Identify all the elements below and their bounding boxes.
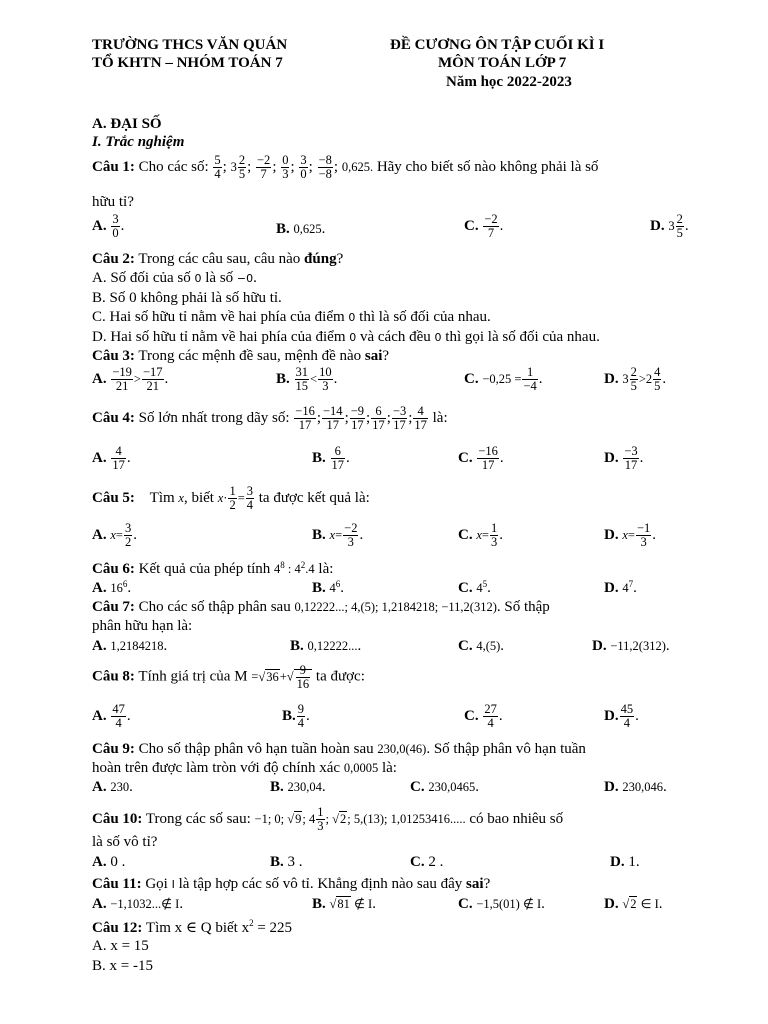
q4-option-d[interactable]: D. $\frac{-3}{17}$ . [604,444,644,473]
q1-option-a[interactable]: A. $\frac{3}{0}$ . [92,212,125,241]
q9-line2: hoàn trên được làm tròn với độ chính xác 0,0005 là: [92,760,397,776]
q9-option-c[interactable]: C. 230,0465. [410,779,479,795]
q3-option-d[interactable]: D. 3 $\frac{2}{5}$ >2 $\frac{4}{5}$ . [604,365,667,394]
question-3: Câu 3: Trong các mệnh đề sau, mệnh đề nào sai? [92,348,390,364]
section-i: I. Trắc nghiệm [92,134,185,150]
q6-option-c[interactable]: C. $4^5$. [458,579,491,597]
question-11: Câu 11: Gọi I là tập hợp các số vô tỉ. Khẳng định nào sau đây sai? [92,876,491,892]
q5-option-b[interactable]: B. x= $\frac{-2}{3}$ . [312,521,364,550]
q11-option-d[interactable]: D. √2 ∈ I. [604,896,663,912]
q1-option-b[interactable]: B. 0,625. [276,221,326,237]
q1-label: Câu 1: [92,159,135,176]
q1-option-c[interactable]: C. $\frac{-2}{7}$ . [464,212,504,241]
q12-option-a[interactable]: A. x = 15 [92,938,149,954]
q5-option-c[interactable]: C. x= $\frac{1}{3}$ . [458,521,503,550]
q4-option-a[interactable]: A. $\frac{4}{17}$ . [92,444,131,473]
q8-option-b[interactable]: B. $\frac{9}{4}$ . [282,702,310,731]
q7-option-c[interactable]: C. 4,(5). [458,638,505,654]
question-9: Câu 9: Cho số thập phân vô hạn tuần hoàn sau 230,0(46). Số thập phân vô hạn tuần [92,741,586,757]
q7-option-d[interactable]: D. −11,2(312). [592,638,670,654]
q10-option-d[interactable]: D. 1. [610,854,640,870]
q7-line2: phân hữu hạn là: [92,618,193,634]
q5-option-d[interactable]: D. x= $\frac{-1}{3}$ . [604,521,657,550]
school-name: TRƯỜNG THCS VĂN QUÁN [92,37,288,53]
q1-text: Cho các số: [138,159,209,176]
question-5: Câu 5: Tìm x, biết x· $\frac{1}{2}$ = $\frac{3}{4}$ ta được kết quả là: [92,484,370,513]
q6-option-d[interactable]: D. $4^7$. [604,579,637,597]
q4-option-c[interactable]: C. $\frac{-16}{17}$ . [458,444,504,473]
q2-option-c[interactable]: C. Hai số hữu tỉ nằm về hai phía của điểm 0 thì là số đối của nhau. [92,309,491,325]
q7-option-a[interactable]: A. 1,2184218. [92,638,168,654]
question-2: Câu 2: Trong các câu sau, câu nào đúng? [92,251,344,267]
q8-option-d[interactable]: D. $\frac{45}{4}$ . [604,702,639,731]
q8-option-c[interactable]: C. $\frac{27}{4}$ . [464,702,503,731]
school-year: Năm học 2022-2023 [446,74,572,90]
q3-option-c[interactable]: C. −0,25 = $\frac{1}{-4}$ . [464,365,543,394]
q1-line2: hữu tỉ? [92,194,134,210]
q11-option-c[interactable]: C. −1,5(01) ∉ I. [458,896,545,912]
question-4: Câu 4: Số lớn nhất trong dãy số: $\frac{-16}{17}$ ; $\frac{-14}{17}$ ; $\frac{-9}{17}$ ; $\frac{6}{17}$ ; $\frac{-3}{17}$ ; $\frac{4}{17}$ là: [92,404,448,433]
section-a: A. ĐẠI SỐ [92,116,162,132]
group-name: TỔ KHTN – NHÓM TOÁN 7 [92,55,283,71]
q9-option-d[interactable]: D. 230,046. [604,779,667,795]
q1-decimal: 0,625. [341,160,374,175]
question-1: Câu 1: Cho các số: $\frac{5}{4}$ ; 3 $\frac{2}{5}$ ; $\frac{-2}{7}$ ; $\frac{0}{3}$ ; $\frac{3}{0}$ ; $\frac{-8}{-8}$ ; 0,625. Hãy cho biết số nào không phải là số [92,153,599,182]
subject-title: MÔN TOÁN LỚP 7 [438,55,567,71]
q5-option-a[interactable]: A. x= $\frac{3}{2}$ . [92,521,137,550]
q12-option-b[interactable]: B. x = -15 [92,958,153,974]
document-title: ĐỀ CƯƠNG ÔN TẬP CUỐI KÌ I [390,37,605,53]
q10-line2: là số vô tỉ? [92,834,158,850]
q11-option-a[interactable]: A. −1,1032...∉ I. [92,896,184,912]
q1-option-d[interactable]: D. 3 $\frac{2}{5}$ . [650,212,689,241]
q2-option-d[interactable]: D. Hai số hữu tỉ nằm về hai phía của điểm 0 và cách đều 0 thì gọi là số đối của nhau. [92,329,600,345]
question-10: Câu 10: Trong các số sau: −1; 0; √9; 4 $\frac{1}{3}$ ; √2; 5,(13); 1,01253416..... có bao nhiêu số [92,805,564,834]
q2-option-b[interactable]: B. Số 0 không phải là số hữu tỉ. [92,290,282,306]
q8-option-a[interactable]: A. $\frac{47}{4}$ . [92,702,131,731]
q4-option-b[interactable]: B. $\frac{6}{17}$ . [312,444,350,473]
q6-option-b[interactable]: B. $4^6$. [312,579,345,597]
q10-option-b[interactable]: B. 3 . [270,854,303,870]
question-12: Câu 12: Tìm x ∈ Q biết $x^2 = 225$ [92,918,293,936]
question-7: Câu 7: Cho các số thập phân sau 0,12222...; 4,(5); 1,2184218; −11,2(312). Số thập [92,599,550,615]
question-6: Câu 6: Kết quả của phép tính $4^8$ : $4^2.4$ là: [92,560,334,578]
q9-option-b[interactable]: B. 230,04. [270,779,326,795]
q2-option-a[interactable]: A. Số đối của số 0 là số −0. [92,270,257,286]
q10-option-c[interactable]: C. 2 . [410,854,444,870]
q7-option-b[interactable]: B. 0,12222.... [290,638,362,654]
q1-tail: Hãy cho biết số nào không phải là số [376,159,599,176]
q10-option-a[interactable]: A. 0 . [92,854,126,870]
q11-option-b[interactable]: B. √81 ∉ I. [312,896,376,912]
q3-option-a[interactable]: A. $\frac{-19}{21}$ > $\frac{-17}{21}$ . [92,365,169,394]
q6-option-a[interactable]: A. $16^6$. [92,579,132,597]
question-8: Câu 8: Tính giá trị của M =√36+√ $\frac{9}{16}$ ta được: [92,663,365,692]
q3-option-b[interactable]: B. $\frac{31}{15}$ < $\frac{10}{3}$ . [276,365,338,394]
q9-option-a[interactable]: A. 230. [92,779,133,795]
